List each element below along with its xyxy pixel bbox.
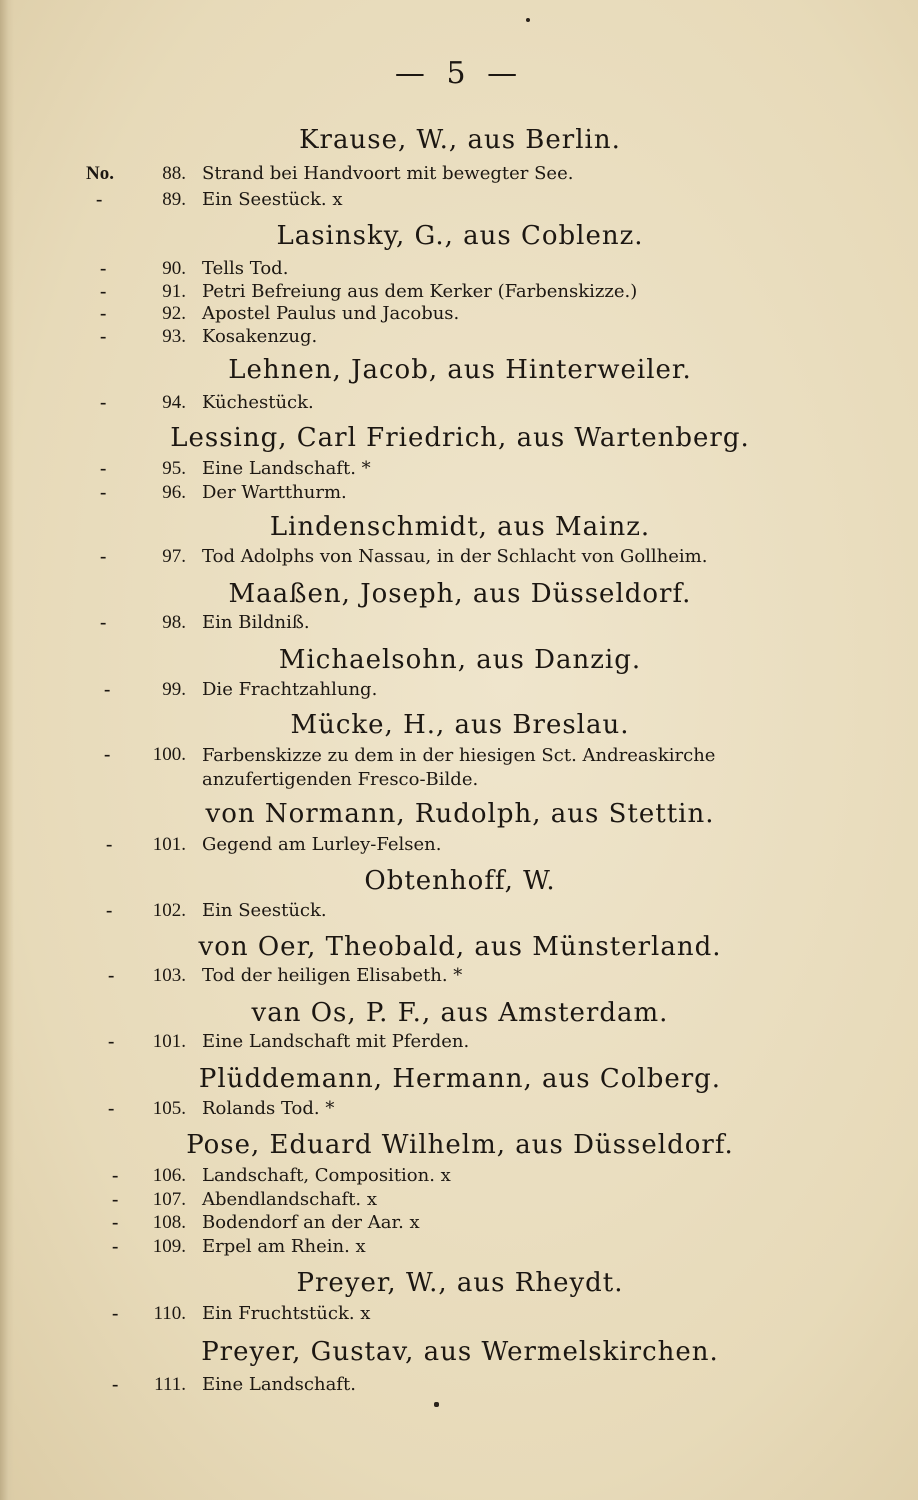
entry-number: 89.	[162, 189, 186, 210]
catalog-entry	[0, 482, 918, 508]
entry-prefix: -	[104, 744, 111, 765]
artist-heading: Krause, W., aus Berlin.	[299, 125, 621, 155]
entry-prefix: -	[108, 965, 115, 986]
entry-number: 99.	[162, 679, 186, 700]
catalog-entry	[0, 900, 918, 926]
entry-number: 103.	[152, 965, 186, 986]
entry-title: Eine Landschaft mit Pferden.	[202, 1031, 470, 1052]
page-number: — 5 —	[394, 56, 524, 91]
entry-number: 108.	[152, 1212, 186, 1233]
entry-prefix: -	[104, 679, 111, 700]
print-speck	[526, 18, 530, 22]
entry-title: Gegend am Lurley-Felsen.	[202, 834, 442, 855]
entry-number: 102.	[152, 900, 186, 921]
entry-number: 105.	[152, 1098, 186, 1119]
entry-title: Strand bei Handvoort mit bewegter See.	[202, 163, 574, 184]
entry-number: 93.	[162, 326, 186, 347]
artist-heading: von Oer, Theobald, aus Münsterland.	[198, 932, 722, 962]
print-ornament	[434, 1402, 439, 1407]
entry-number: 92.	[162, 303, 186, 324]
entry-number: 107.	[152, 1189, 186, 1210]
entry-number: 98.	[162, 612, 186, 633]
entry-title: Bodendorf an der Aar. x	[202, 1212, 420, 1233]
entry-prefix: -	[112, 1236, 119, 1257]
entry-number: 88.	[162, 163, 186, 184]
entry-prefix: -	[112, 1189, 119, 1210]
entry-prefix: -	[100, 392, 107, 413]
artist-heading: Lehnen, Jacob, aus Hinterweiler.	[228, 355, 692, 385]
entry-number: 94.	[162, 392, 186, 413]
entry-title: Erpel am Rhein. x	[202, 1236, 366, 1257]
artist-heading: Obtenhoff, W.	[364, 866, 556, 896]
entry-number: 106.	[152, 1165, 186, 1186]
catalog-entry	[0, 1165, 918, 1191]
catalog-entry	[0, 744, 918, 796]
entry-number: 101.	[152, 1031, 186, 1052]
catalog-entry	[0, 392, 918, 418]
entry-number: 96.	[162, 482, 186, 503]
catalog-entry	[0, 1031, 918, 1057]
artist-heading: Lessing, Carl Friedrich, aus Wartenberg.	[170, 423, 750, 453]
catalog-entry	[0, 1374, 918, 1400]
entry-title: Petri Befreiung aus dem Kerker (Farbenskizze.)	[202, 281, 638, 302]
entry-prefix: -	[100, 546, 107, 567]
entry-title: Eine Landschaft.	[202, 1374, 356, 1395]
artist-heading: Preyer, W., aus Rheydt.	[296, 1268, 624, 1298]
entry-title: Tod Adolphs von Nassau, in der Schlacht von Gollheim.	[202, 546, 708, 567]
catalog-entry	[0, 326, 918, 352]
artist-heading: von Normann, Rudolph, aus Stettin.	[205, 799, 715, 829]
entry-number: 97.	[162, 546, 186, 567]
catalog-entry	[0, 834, 918, 860]
entry-prefix: -	[100, 612, 107, 633]
entry-title: Tells Tod.	[202, 258, 289, 279]
artist-heading: Lasinsky, G., aus Coblenz.	[276, 221, 644, 251]
entry-title: Apostel Paulus und Jacobus.	[202, 303, 460, 324]
entry-prefix: -	[106, 900, 113, 921]
artist-heading: Mücke, H., aus Breslau.	[290, 710, 630, 740]
catalog-entry	[0, 1212, 918, 1238]
entry-prefix: -	[96, 189, 103, 210]
entry-title: Ein Seestück. x	[202, 189, 343, 210]
entry-number: 100.	[152, 744, 186, 765]
entry-title: Farbenskizze zu dem in der hiesigen Sct. Andreaskirche anzufertigenden Fresco-Bilde.	[202, 745, 716, 790]
entry-title: Rolands Tod. *	[202, 1098, 335, 1119]
entry-title: Küchestück.	[202, 392, 314, 413]
entry-prefix: -	[112, 1374, 119, 1395]
catalog-entry	[0, 612, 918, 638]
catalog-entry	[0, 1098, 918, 1124]
entry-prefix: -	[100, 281, 107, 302]
entry-prefix: -	[112, 1165, 119, 1186]
artist-heading: Lindenschmidt, aus Mainz.	[269, 512, 651, 542]
entry-title: Abendlandschaft. x	[202, 1189, 378, 1210]
entry-prefix: -	[100, 458, 107, 479]
catalog-entry	[0, 965, 918, 991]
entry-title: Ein Seestück.	[202, 900, 327, 921]
entry-number: 90.	[162, 258, 186, 279]
artist-heading: Maaßen, Joseph, aus Düsseldorf.	[228, 579, 692, 609]
artist-heading: van Os, P. F., aus Amsterdam.	[251, 998, 669, 1028]
entry-prefix: -	[100, 326, 107, 347]
entry-title: Eine Landschaft. *	[202, 458, 371, 479]
artist-heading: Plüddemann, Hermann, aus Colberg.	[198, 1064, 722, 1094]
entry-number: 95.	[162, 458, 186, 479]
entry-title: Kosakenzug.	[202, 326, 318, 347]
entry-prefix: -	[112, 1303, 119, 1324]
entry-title: Ein Bildniß.	[202, 612, 310, 633]
artist-heading: Preyer, Gustav, aus Wermelskirchen.	[201, 1337, 719, 1367]
entry-title: Ein Fruchtstück. x	[202, 1303, 371, 1324]
catalog-entry	[0, 546, 918, 572]
entry-prefix: -	[100, 482, 107, 503]
entry-title: Tod der heiligen Elisabeth. *	[202, 965, 463, 986]
entry-number: 109.	[152, 1236, 186, 1257]
entry-title: Landschaft, Composition. x	[202, 1165, 451, 1186]
artist-heading: Pose, Eduard Wilhelm, aus Düsseldorf.	[186, 1130, 734, 1160]
entry-title: Die Frachtzahlung.	[202, 679, 378, 700]
entry-prefix: -	[100, 258, 107, 279]
artist-heading: Michaelsohn, aus Danzig.	[278, 645, 642, 675]
entry-number: 110.	[153, 1303, 186, 1324]
catalog-entry	[0, 458, 918, 484]
catalog-entry	[0, 163, 918, 189]
entry-prefix: No.	[86, 163, 114, 184]
catalog-entry	[0, 1236, 918, 1262]
entry-prefix: -	[106, 834, 113, 855]
entry-prefix: -	[108, 1031, 115, 1052]
catalog-entry	[0, 189, 918, 215]
entry-title: Der Wartthurm.	[202, 482, 347, 503]
entry-prefix: -	[100, 303, 107, 324]
entry-prefix: -	[112, 1212, 119, 1233]
entry-number: 91.	[162, 281, 186, 302]
entry-number: 101.	[152, 834, 186, 855]
entry-prefix: -	[108, 1098, 115, 1119]
catalog-entry	[0, 679, 918, 705]
entry-number: 111.	[154, 1374, 186, 1395]
catalog-entry	[0, 1303, 918, 1329]
